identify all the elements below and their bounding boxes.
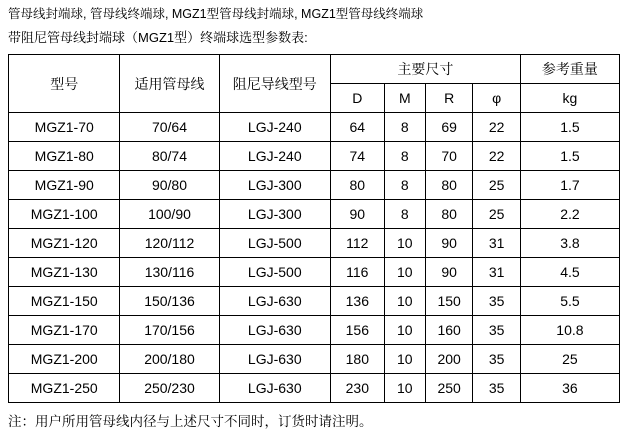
cell-damping: LGJ-240 bbox=[219, 113, 330, 142]
cell-phi: 35 bbox=[473, 316, 520, 345]
column-header-r: R bbox=[425, 84, 472, 113]
cell-d: 156 bbox=[330, 316, 384, 345]
cell-m: 10 bbox=[384, 345, 425, 374]
cell-r: 160 bbox=[425, 316, 472, 345]
column-header-bus: 适用管母线 bbox=[120, 55, 219, 113]
cell-phi: 31 bbox=[473, 258, 520, 287]
cell-damping: LGJ-630 bbox=[219, 316, 330, 345]
cell-d: 136 bbox=[330, 287, 384, 316]
cell-phi: 31 bbox=[473, 229, 520, 258]
cell-bus: 250/230 bbox=[120, 374, 219, 403]
cell-model: MGZ1-80 bbox=[9, 142, 120, 171]
cell-model: MGZ1-130 bbox=[9, 258, 120, 287]
table-row bbox=[9, 171, 620, 200]
cell-phi: 35 bbox=[473, 345, 520, 374]
cell-damping: LGJ-500 bbox=[219, 229, 330, 258]
column-header-weight-title: 参考重量 bbox=[520, 55, 619, 84]
cell-bus: 100/90 bbox=[120, 200, 219, 229]
cell-r: 70 bbox=[425, 142, 472, 171]
cell-r: 90 bbox=[425, 229, 472, 258]
cell-model: MGZ1-70 bbox=[9, 113, 120, 142]
table-row bbox=[9, 113, 620, 142]
cell-m: 10 bbox=[384, 316, 425, 345]
cell-damping: LGJ-300 bbox=[219, 200, 330, 229]
cell-d: 116 bbox=[330, 258, 384, 287]
cell-bus: 120/112 bbox=[120, 229, 219, 258]
table-row bbox=[9, 200, 620, 229]
cell-r: 200 bbox=[425, 345, 472, 374]
table-note: 注：用户所用管母线内径与上述尺寸不同时，订货时请注明。 bbox=[8, 414, 373, 429]
cell-m: 8 bbox=[384, 171, 425, 200]
cell-phi: 25 bbox=[473, 171, 520, 200]
column-header-m: M bbox=[384, 84, 425, 113]
cell-bus: 70/64 bbox=[120, 113, 219, 142]
cell-r: 150 bbox=[425, 287, 472, 316]
table-row bbox=[9, 316, 620, 345]
spec-table bbox=[8, 54, 620, 403]
column-header-model: 型号 bbox=[9, 55, 120, 113]
table-body bbox=[9, 113, 620, 403]
cell-model: MGZ1-250 bbox=[9, 374, 120, 403]
cell-m: 10 bbox=[384, 258, 425, 287]
cell-model: MGZ1-90 bbox=[9, 171, 120, 200]
cell-phi: 22 bbox=[473, 142, 520, 171]
cell-m: 10 bbox=[384, 374, 425, 403]
cell-bus: 90/80 bbox=[120, 171, 219, 200]
cell-weight: 1.7 bbox=[520, 171, 619, 200]
cell-d: 90 bbox=[330, 200, 384, 229]
cell-m: 8 bbox=[384, 200, 425, 229]
cell-weight: 25 bbox=[520, 345, 619, 374]
cell-weight: 5.5 bbox=[520, 287, 619, 316]
cell-phi: 22 bbox=[473, 113, 520, 142]
cell-weight: 1.5 bbox=[520, 142, 619, 171]
cell-model: MGZ1-120 bbox=[9, 229, 120, 258]
table-row bbox=[9, 258, 620, 287]
cell-r: 80 bbox=[425, 200, 472, 229]
cell-bus: 130/116 bbox=[120, 258, 219, 287]
table-row bbox=[9, 345, 620, 374]
table-row bbox=[9, 287, 620, 316]
cell-weight: 2.2 bbox=[520, 200, 619, 229]
cell-d: 112 bbox=[330, 229, 384, 258]
cell-d: 230 bbox=[330, 374, 384, 403]
cell-damping: LGJ-630 bbox=[219, 345, 330, 374]
page-title: 管母线封端球, 管母线终端球, MGZ1型管母线封端球, MGZ1型管母线终端球 bbox=[8, 7, 424, 21]
cell-d: 64 bbox=[330, 113, 384, 142]
table-caption: 带阻尼管母线封端球（MGZ1型）终端球选型参数表: bbox=[8, 30, 308, 45]
table-row bbox=[9, 374, 620, 403]
cell-damping: LGJ-630 bbox=[219, 287, 330, 316]
cell-d: 80 bbox=[330, 171, 384, 200]
cell-phi: 35 bbox=[473, 287, 520, 316]
cell-r: 69 bbox=[425, 113, 472, 142]
table-header-row-1 bbox=[9, 55, 620, 84]
cell-r: 80 bbox=[425, 171, 472, 200]
cell-m: 8 bbox=[384, 142, 425, 171]
column-header-main-dims: 主要尺寸 bbox=[330, 55, 520, 84]
cell-m: 10 bbox=[384, 287, 425, 316]
cell-m: 10 bbox=[384, 229, 425, 258]
cell-damping: LGJ-630 bbox=[219, 374, 330, 403]
cell-model: MGZ1-200 bbox=[9, 345, 120, 374]
cell-model: MGZ1-150 bbox=[9, 287, 120, 316]
cell-m: 8 bbox=[384, 113, 425, 142]
cell-bus: 200/180 bbox=[120, 345, 219, 374]
cell-phi: 35 bbox=[473, 374, 520, 403]
cell-bus: 80/74 bbox=[120, 142, 219, 171]
cell-bus: 170/156 bbox=[120, 316, 219, 345]
cell-damping: LGJ-500 bbox=[219, 258, 330, 287]
table-head bbox=[9, 55, 620, 113]
cell-weight: 4.5 bbox=[520, 258, 619, 287]
cell-weight: 10.8 bbox=[520, 316, 619, 345]
cell-model: MGZ1-100 bbox=[9, 200, 120, 229]
column-header-phi: φ bbox=[473, 84, 520, 113]
cell-damping: LGJ-240 bbox=[219, 142, 330, 171]
column-header-d: D bbox=[330, 84, 384, 113]
cell-d: 74 bbox=[330, 142, 384, 171]
table-row bbox=[9, 229, 620, 258]
table-row bbox=[9, 142, 620, 171]
cell-d: 180 bbox=[330, 345, 384, 374]
cell-r: 90 bbox=[425, 258, 472, 287]
cell-weight: 3.8 bbox=[520, 229, 619, 258]
cell-damping: LGJ-300 bbox=[219, 171, 330, 200]
column-header-damping: 阻尼导线型号 bbox=[219, 55, 330, 113]
cell-phi: 25 bbox=[473, 200, 520, 229]
cell-r: 250 bbox=[425, 374, 472, 403]
cell-bus: 150/136 bbox=[120, 287, 219, 316]
cell-model: MGZ1-170 bbox=[9, 316, 120, 345]
cell-weight: 1.5 bbox=[520, 113, 619, 142]
cell-weight: 36 bbox=[520, 374, 619, 403]
column-header-weight-unit: kg bbox=[520, 84, 619, 113]
